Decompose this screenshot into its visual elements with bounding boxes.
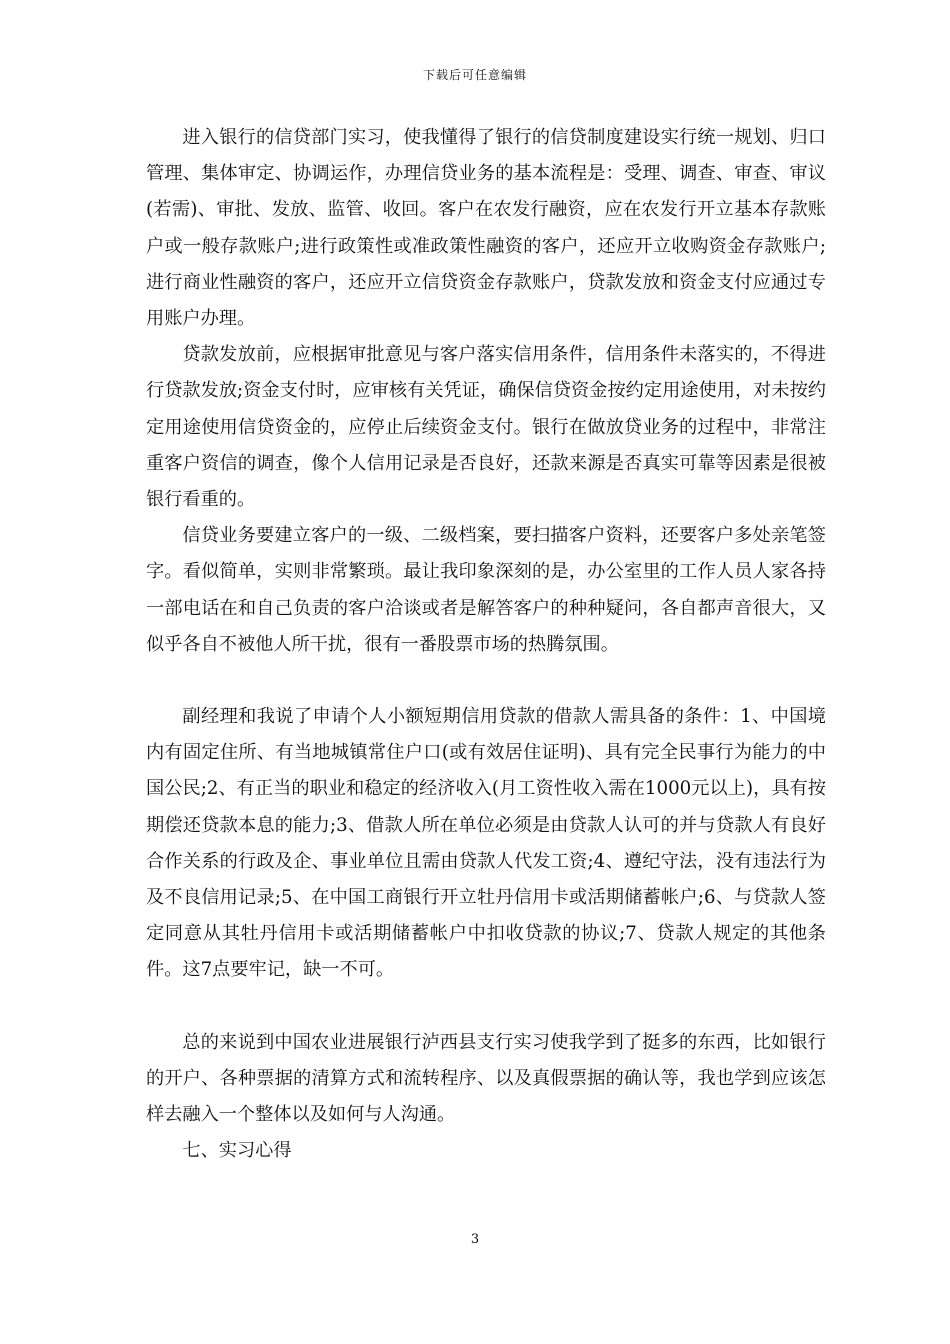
- paragraph-loan-disbursement: 贷款发放前，应根据审批意见与客户落实信用条件，信用条件未落实的，不得进行贷款发放;资金支付时，应审核有关凭证，确保信贷资金按约定用途使用，对未按约定用途使用信贷资金的，应停止后续资金支付。银行在做放贷业务的过程中，非常注重客户资信的调查，像个人信用记录是否良好，还款来源是否真实可靠等因素是很被银行看重的。: [146, 344, 826, 511]
- page-number: 3: [470, 1232, 480, 1247]
- paragraph-credit-archives: 信贷业务要建立客户的一级、二级档案，要扫描客户资料，还要客户多处亲笔签字。看似简单，实则非常繁琐。最让我印象深刻的是，办公室里的工作人员人家各持一部电话在和自己负责的客户洽谈或者是解答客户的种种疑问，各自都声音很大，又似乎各自不被他人所干扰，很有一番股票市场的热腾氛围。: [146, 525, 826, 655]
- paragraph-loan-conditions: 副经理和我说了申请个人小额短期信用贷款的借款人需具备的条件：1、中国境内有固定住所、有当地城镇常住户口(或有效居住证明)、具有完全民事行为能力的中国公民;2、有正当的职业和稳定的经济收入(月工资性收入需在1000元以上)，具有按期偿还贷款本息的能力;3、借款人所在单位必须是由贷款人认可的并与贷款人有良好合作关系的行政及企、事业单位且需由贷款人代发工资;4、遵纪守法，没有违法行为及不良信用记录;5、在中国工商银行开立牡丹信用卡或活期储蓄帐户;6、与贷款人签定同意从其牡丹信用卡或活期储蓄帐户中扣收贷款的协议;7、贷款人规定的其他条件。这7点要牢记，缺一不可。: [146, 706, 826, 981]
- paragraph-credit-department: 进入银行的信贷部门实习，使我懂得了银行的信贷制度建设实行统一规划、归口管理、集体审定、协调运作，办理信贷业务的基本流程是：受理、调查、审查、审议(若需)、审批、发放、监管、收回。客户在农发行融资，应在农发行开立基本存款账户或一般存款账户;进行政策性或准政策性融资的客户，还应开立收购资金存款账户;进行商业性融资的客户，还应开立信贷资金存款账户，贷款发放和资金支付应通过专用账户办理。: [146, 127, 826, 330]
- paragraph-summary: 总的来说到中国农业进展银行泸西县支行实习使我学到了挺多的东西，比如银行的开户、各种票据的清算方式和流转程序、以及真假票据的确认等，我也学到应该怎样去融入一个整体以及如何与人沟通。: [146, 1031, 826, 1126]
- section-heading-internship-reflections: 七、实习心得: [182, 1140, 292, 1162]
- document-body: [146, 120, 826, 1169]
- page-header: 下载后可任意编辑: [422, 68, 527, 82]
